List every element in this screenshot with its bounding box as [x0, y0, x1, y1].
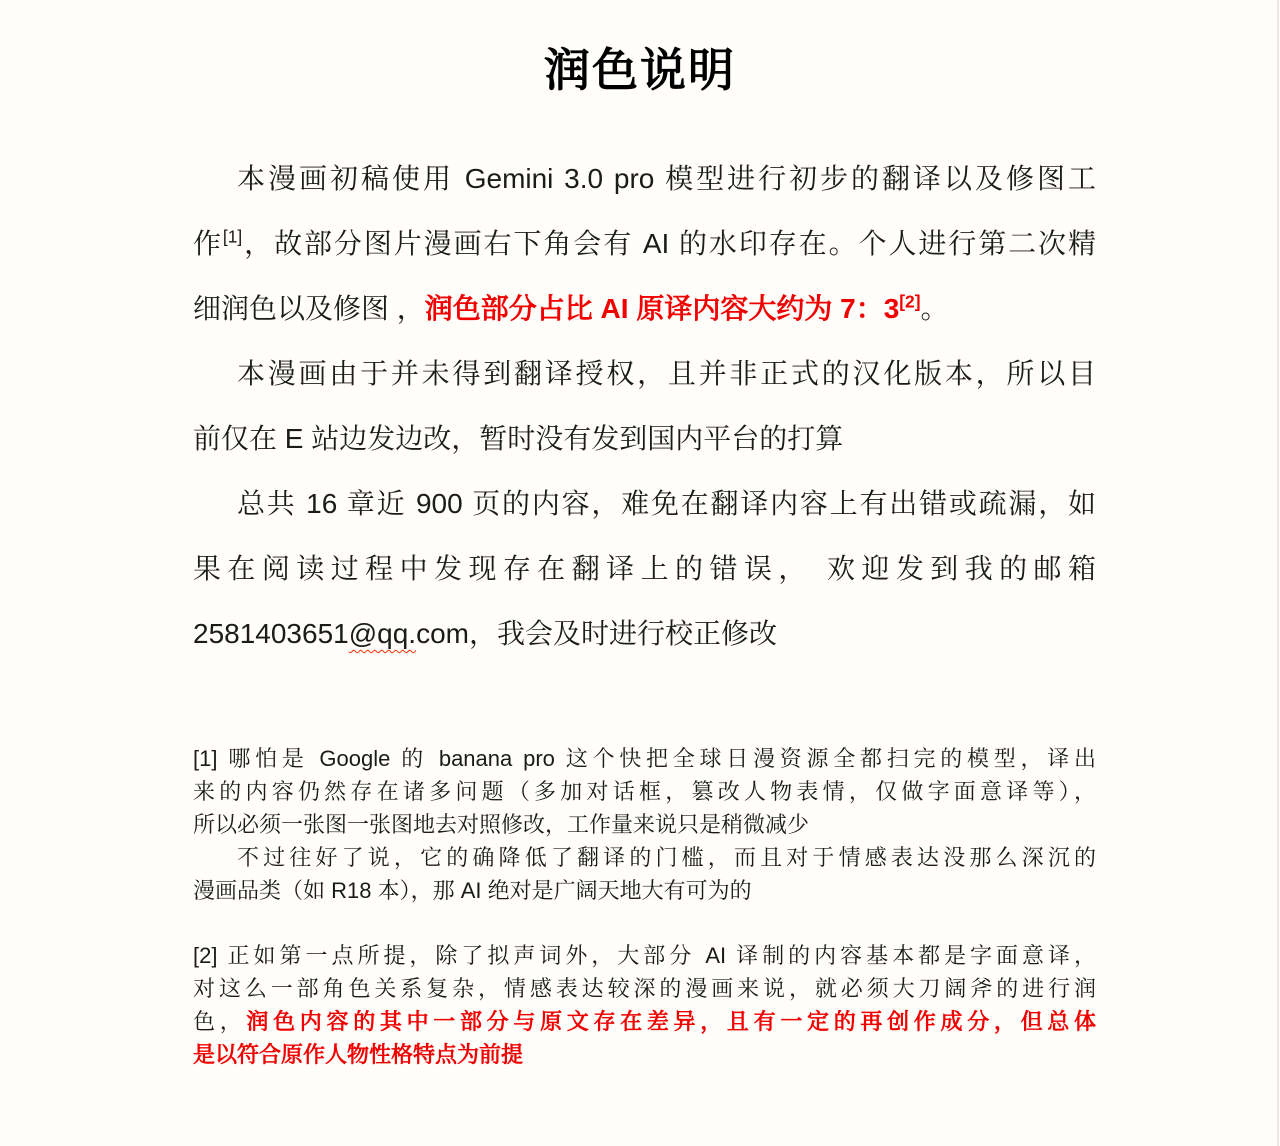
footnote-2-line-3 — [193, 1005, 1096, 1038]
footnote-ref-1: [1] — [222, 226, 243, 247]
footnote-2-line-2: 对这么一部角色关系复杂，情感表达较深的漫画来说，就必须大刀阔斧的进行润 — [193, 976, 1096, 1001]
p1-l3-red-highlight: 润色部分占比 AI 原译内容大约为 7：3 — [424, 293, 900, 324]
paragraph-3-line-1: 总共 16 章近 900 页的内容，难免在翻译内容上有出错或疏漏，如 — [237, 488, 1096, 519]
p1-l3-period: 。 — [920, 293, 949, 324]
footnote-2-line-1: [2] 正如第一点所提，除了拟声词外，大部分 AI 译制的内容基本都是字面意译， — [193, 943, 1096, 968]
paragraph-3-line-2: 果在阅读过程中发现存在翻译上的错误， 欢迎发到我的邮箱 — [193, 553, 1096, 584]
paragraph-1-line-2 — [193, 211, 1096, 276]
p1-l2-text-cont: ，故部分图片漫画右下角会有 AI 的水印存在。个人进行第二次精 — [242, 228, 1096, 259]
page-title: 润色说明 — [544, 45, 736, 96]
footnote-2-line-4: 是以符合原作人物性格特点为前提 — [193, 1042, 524, 1067]
body-text — [193, 146, 1096, 666]
paragraph-1-line-3 — [193, 276, 1096, 341]
paragraph-3-line-3 — [193, 601, 1096, 666]
footnote-2 — [193, 939, 1096, 1071]
footnote-1-line-2: 来的内容仍然存在诸多问题（多加对话框，篡改人物表情，仅做字面意译等）， — [193, 779, 1096, 804]
p3-l3-rest: ，我会及时进行校正修改 — [469, 618, 778, 649]
email-spellcheck-underline: @qq. — [348, 618, 417, 649]
f2-l3-red-highlight: 润色内容的其中一部分与原文存在差异，且有一定的再创作成分，但总体 — [246, 1009, 1096, 1034]
p1-l3-black-text: 细润色以及修图 ， — [193, 293, 425, 324]
p1-l2-text: 作 — [193, 228, 223, 259]
paragraph-2-line-2: 前仅在 E 站边发边改，暂时没有发到国内平台的打算 — [193, 423, 844, 454]
email-suffix: com — [416, 618, 469, 649]
email-prefix: 2581403651 — [193, 618, 349, 649]
footnote-1 — [193, 742, 1096, 907]
email-address — [193, 618, 469, 649]
footnote-ref-2: [2] — [899, 291, 921, 312]
f2-l3-black-text: 色， — [193, 1009, 247, 1034]
footnote-1-line-1: [1] 哪怕是 Google 的 banana pro 这个快把全球日漫资源全都扫完的模型，译出 — [193, 746, 1096, 771]
paragraph-1-line-1: 本漫画初稿使用 Gemini 3.0 pro 模型进行初步的翻译以及修图工 — [237, 163, 1096, 194]
footnote-1-line-3: 所以必须一张图一张图地去对照修改，工作量来说只是稍微减少 — [193, 812, 810, 837]
page-right-edge-divider — [1277, 0, 1279, 1146]
paragraph-2-line-1: 本漫画由于并未得到翻译授权，且并非正式的汉化版本，所以目 — [237, 358, 1096, 389]
footnote-1-line-5: 漫画品类（如 R18 本），那 AI 绝对是广阔天地大有可为的 — [193, 878, 752, 903]
footnote-1-line-4: 不过往好了说，它的确降低了翻译的门槛，而且对于情感表达没那么深沉的 — [237, 845, 1096, 870]
